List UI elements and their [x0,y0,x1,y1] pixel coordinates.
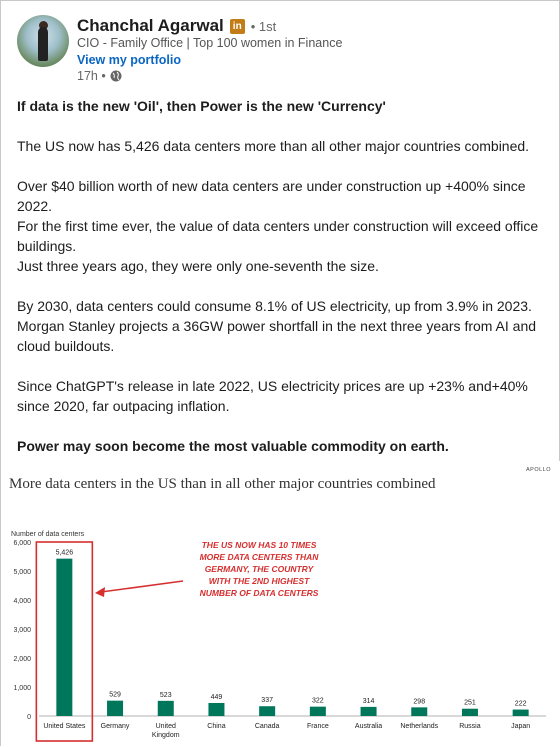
linkedin-badge-icon: in [230,19,245,34]
bar [310,707,326,716]
bar [208,703,224,716]
x-tick-label: Russia [459,723,481,730]
post-conclusion: Power may soon become the most valuable commodity on earth. [17,438,449,454]
post-paragraph: By 2030, data centers could consume 8.1% of US electricity, up from 3.9% in 2023. [17,298,532,314]
x-tick-label: United [155,723,176,730]
bar [513,710,529,716]
bar [158,701,174,716]
post-paragraph: Morgan Stanley projects a 36GW power shortfall in the next three years from AI and cloud buildouts. [17,318,537,354]
post-timestamp: 17h • [77,69,106,83]
post-paragraph: For the first time ever, the value of data centers under construction will exceed office buildings. [17,218,539,254]
data-label: 529 [109,691,121,699]
annotation-arrowhead [95,587,105,597]
data-label: 222 [514,700,527,708]
view-portfolio-link[interactable]: View my portfolio [77,53,181,67]
annotation-text: WITH THE 2ND HIGHEST [208,576,310,586]
y-tick-label: 3,000 [13,627,31,634]
y-tick-label: 1,000 [13,685,31,692]
post-time [77,69,122,83]
bar [411,707,427,716]
y-tick-label: 5,000 [13,569,31,576]
chart-source-mark: APOLLO [525,467,551,473]
post-headline: If data is the new 'Oil', then Power is the new 'Currency' [17,98,386,114]
data-label: 298 [413,698,426,706]
bar [56,559,72,716]
globe-icon [110,70,122,82]
x-tick-label: Canada [254,723,280,730]
author-name[interactable]: Chanchal Agarwal [77,16,224,35]
annotation-text: GERMANY, THE COUNTRY [204,564,314,574]
post-paragraph: Over $40 billion worth of new data centers are under construction up +400% since 2022. [17,178,526,214]
data-label: 449 [210,693,223,701]
post-paragraph: Since ChatGPT's release in late 2022, US electricity prices are up +23% and+40% since 2020, far outpacing inflation. [17,378,528,414]
post-paragraph: The US now has 5,426 data centers more than all other major countries combined. [17,138,530,154]
data-label: 251 [464,699,476,707]
avatar-figure [38,27,48,61]
connection-degree: • 1st [250,18,277,34]
bar [462,709,478,716]
y-axis-label: Number of data centers [11,531,85,538]
x-tick-label: United States [43,723,86,730]
data-label: 5,426 [55,549,74,557]
y-tick-label: 4,000 [13,598,31,605]
x-tick-label: France [306,723,329,730]
post-paragraph: Just three years ago, they were only one-seventh the size. [17,258,379,274]
bar [107,701,123,716]
x-tick-label: Japan [511,723,531,730]
y-tick-label: 2,000 [13,656,31,663]
data-label: 337 [261,697,273,705]
y-tick-label: 6,000 [13,540,31,547]
post-body [17,96,547,456]
annotation-text: MORE DATA CENTERS THAN [199,552,319,562]
avatar[interactable] [17,15,69,67]
chart-title: More data centers in the US than in all other major countries combined [9,476,436,492]
annotation-text: THE US NOW HAS 10 TIMES [201,540,317,550]
bar-chart [1,461,559,747]
data-label: 322 [312,697,324,705]
annotation-arrow [101,581,183,592]
data-label: 523 [159,691,172,699]
x-tick-label: Germany [100,723,130,730]
bar [361,707,377,716]
post-header [17,15,537,85]
chart-image[interactable] [1,461,560,747]
author-name-row [77,15,276,37]
x-tick-label: Kingdom [151,732,180,739]
x-tick-label: Netherlands [400,723,439,730]
bar [259,706,275,716]
annotation-text: NUMBER OF DATA CENTERS [199,588,319,598]
author-tagline: CIO - Family Office | Top 100 women in Finance [77,36,343,50]
x-tick-label: China [207,723,226,730]
data-label: 314 [362,697,375,705]
x-tick-label: Australia [354,723,383,730]
y-tick-label: 0 [27,714,31,721]
